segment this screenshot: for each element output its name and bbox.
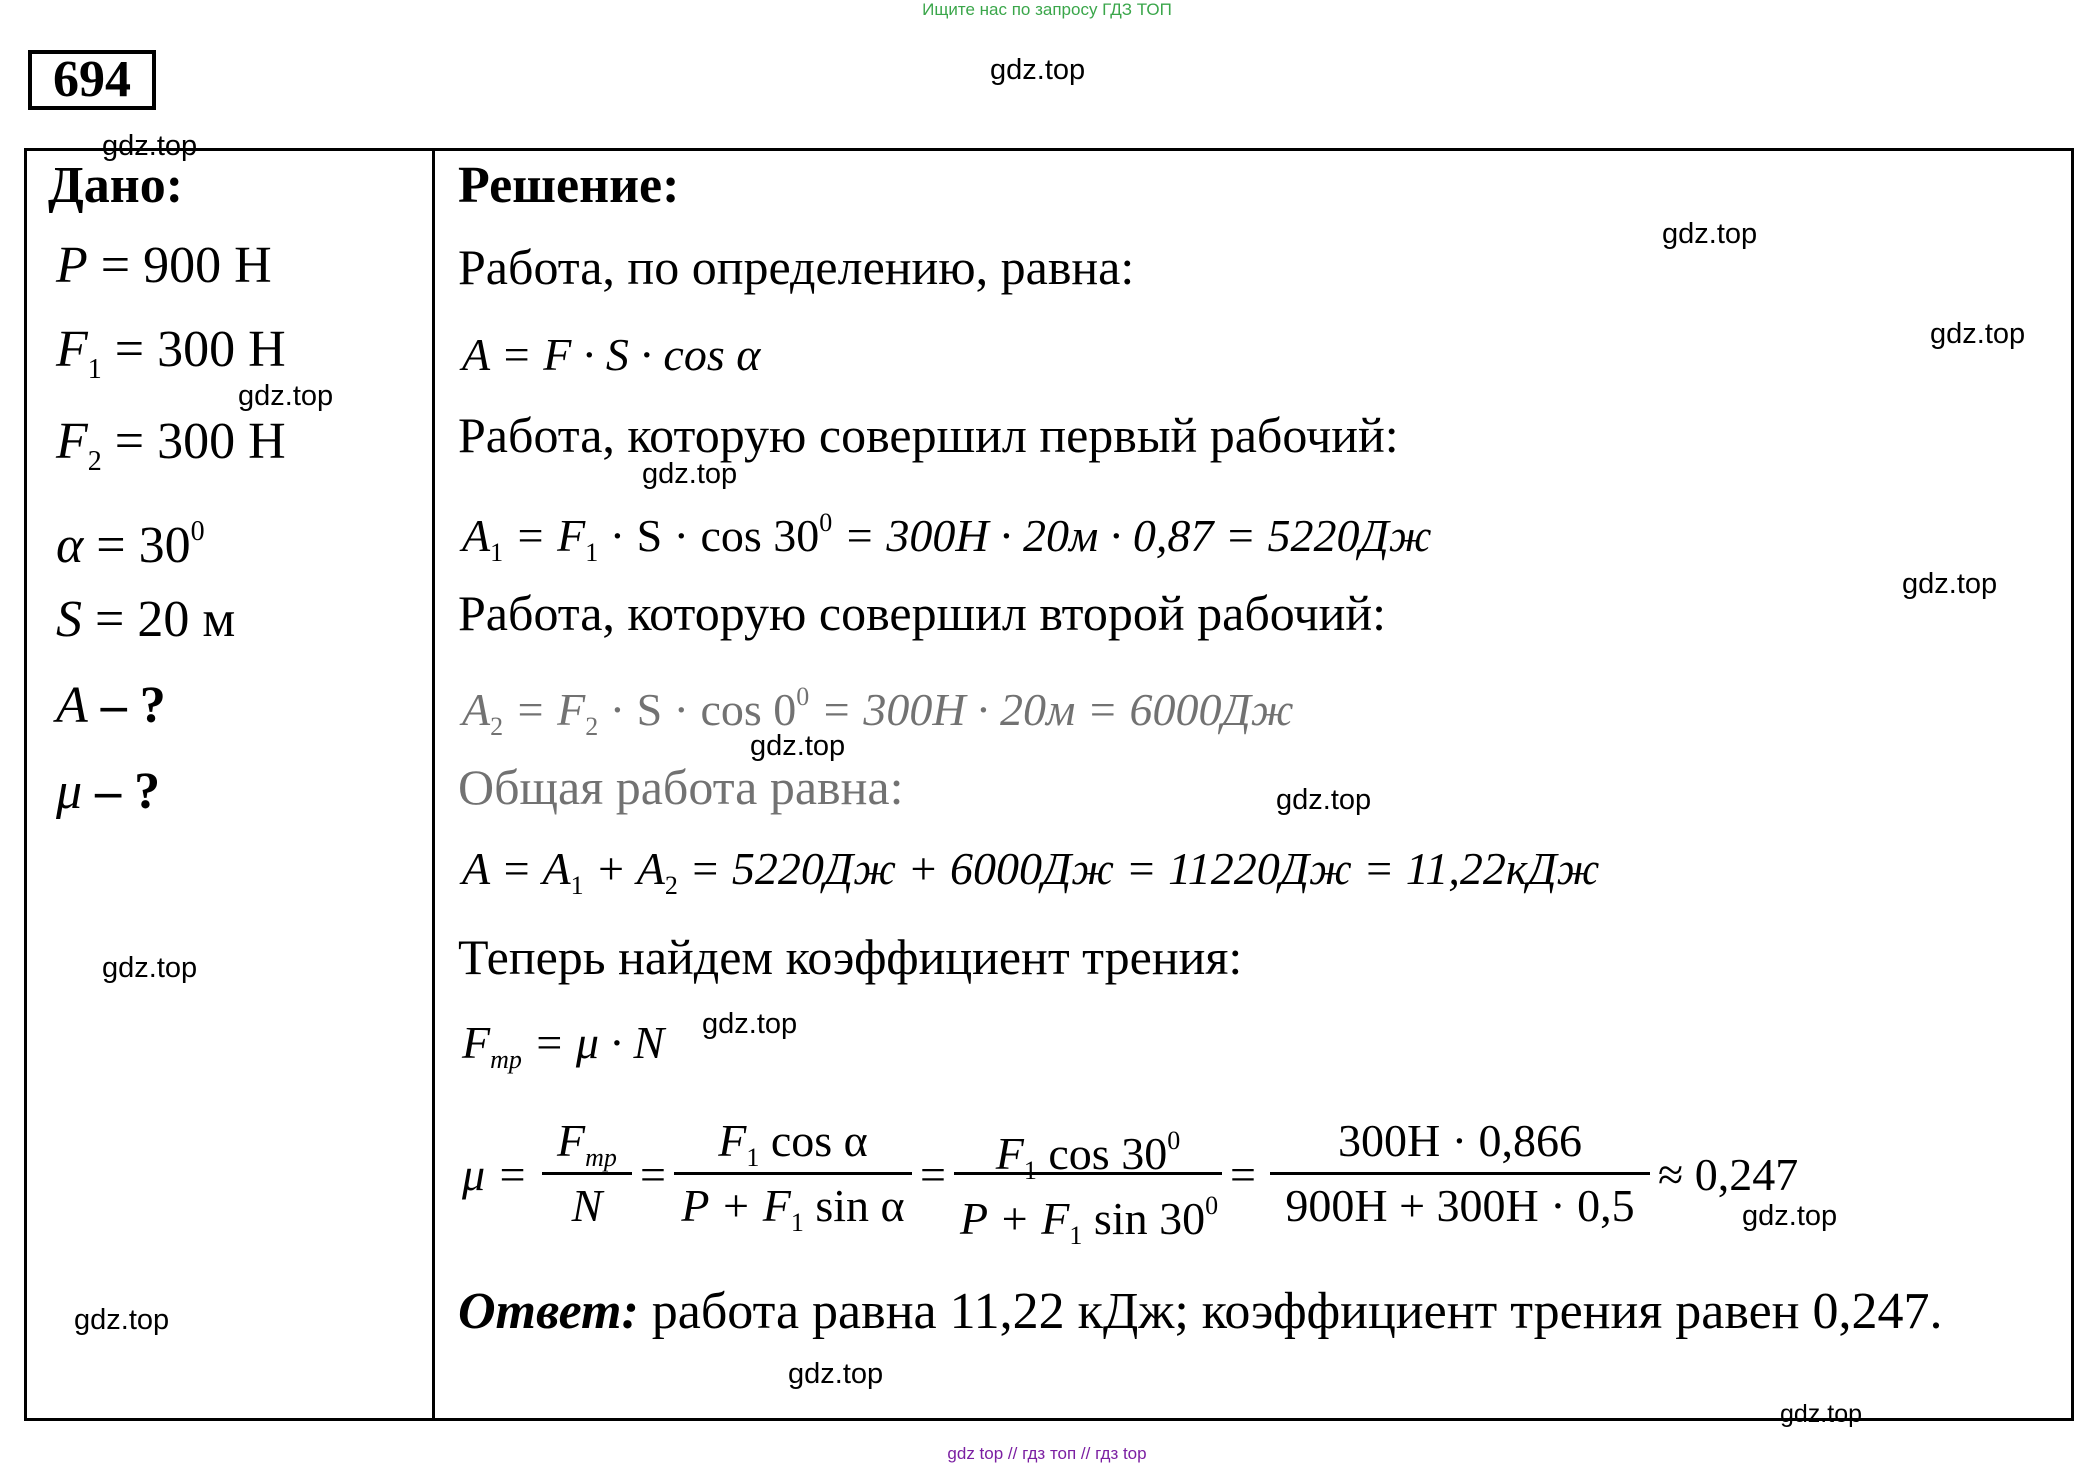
solution-text-3: Работа, которую совершил второй рабочий: — [458, 585, 1387, 641]
watermark: gdz.top — [1930, 318, 2026, 350]
given-alpha — [56, 502, 205, 576]
part: A — [462, 510, 491, 561]
given-S — [56, 590, 235, 650]
approx-result: ≈ 0,247 — [1658, 1149, 1799, 1200]
symbol: F — [56, 321, 88, 378]
subscript: 2 — [490, 712, 504, 741]
part: · S · cos 30 — [598, 510, 820, 561]
superscript: 0 — [190, 516, 205, 547]
value: = 900 Н — [100, 237, 272, 294]
watermark: gdz.top — [1902, 568, 1998, 600]
watermark: gdz.top — [1662, 218, 1758, 250]
given-mu-unknown — [56, 762, 160, 822]
subscript: 1 — [570, 871, 584, 900]
watermark: gdz.top — [1276, 784, 1372, 816]
answer-text: работа равна 11,22 кДж; коэффициент трения равен 0,247. — [651, 1283, 1943, 1340]
symbol: α — [56, 517, 84, 574]
watermark: gdz.top — [642, 458, 738, 490]
footer: gdz top // гдз топ // гдз top — [947, 1444, 1147, 1463]
top-banner: Ищите нас по запросу ГДЗ ТОП — [922, 0, 1172, 19]
watermark: gdz.top — [1780, 1400, 1863, 1428]
fraction-2: $\frac{F_1 \cos \alpha}{P + F_1 \sin \alpha}$ — [674, 1110, 912, 1237]
symbol: F — [56, 413, 88, 470]
symbol: μ — [56, 763, 83, 820]
watermark: gdz.top — [238, 380, 334, 412]
formula-total-work — [462, 842, 1599, 913]
problem-number: 694 — [28, 50, 156, 110]
answer — [458, 1278, 2048, 1346]
fraction-1: $F_{тр}$ N — [542, 1110, 632, 1237]
solution-text-5: Теперь найдем коэффициент трения: — [458, 929, 1243, 985]
formula-work-first — [462, 496, 1432, 580]
equals-1: = — [640, 1149, 666, 1200]
formula-work-second — [462, 670, 1294, 754]
solution-text-2: Работа, которую совершил первый рабочий: — [458, 407, 1399, 463]
subscript: 2 — [87, 446, 102, 477]
watermark: gdz.top — [102, 130, 198, 162]
symbol: A — [56, 677, 88, 734]
part: A = A — [462, 843, 571, 894]
part: F — [462, 1017, 491, 1068]
value: = 20 м — [95, 591, 236, 648]
formula-work-definition — [462, 328, 760, 382]
part: + A — [583, 843, 665, 894]
subscript: 2 — [585, 712, 599, 741]
fraction-4: $\frac{300H \cdot 0,866}{900H + 300H \cdot 0,5}$ — [1270, 1110, 1650, 1237]
watermark: gdz.top — [788, 1358, 884, 1390]
given-A-unknown — [56, 676, 166, 736]
part: = 300H · 20м · 0,87 = 5220Дж — [832, 510, 1432, 561]
solution-text-4: Общая работа равна: — [458, 759, 904, 815]
given-P — [56, 236, 272, 296]
solution-text-1: Работа, по определению, равна: — [458, 239, 1135, 295]
part: A — [462, 684, 491, 735]
symbol: S — [56, 591, 82, 648]
value: = 300 Н — [114, 321, 286, 378]
formula-text: A = F · S · cos α — [462, 329, 761, 380]
subscript: 1 — [87, 354, 102, 385]
watermark: gdz.top — [750, 730, 846, 762]
watermark: gdz.top — [74, 1304, 170, 1336]
value: – ? — [100, 677, 166, 734]
formula-friction-coefficient — [462, 1110, 1862, 1250]
subscript: 1 — [490, 538, 504, 567]
value: – ? — [95, 763, 161, 820]
watermark: gdz.top — [990, 54, 1086, 86]
part: = F — [503, 510, 586, 561]
column-divider — [432, 148, 435, 1421]
part: = F — [503, 684, 586, 735]
watermark: gdz.top — [102, 952, 198, 984]
value: = 300 Н — [114, 413, 286, 470]
value: = 30 — [96, 517, 191, 574]
subscript: 1 — [585, 538, 599, 567]
watermark: gdz.top — [1742, 1200, 1838, 1232]
part: = 5220Дж + 6000Дж = 11220Дж = 11,22кДж — [677, 843, 1600, 894]
equals-2: = — [920, 1149, 946, 1200]
solution-title: Решение: — [458, 157, 680, 214]
superscript: 0 — [819, 508, 833, 537]
part: · S · cos 0 — [598, 684, 797, 735]
subscript: тр — [490, 1045, 522, 1074]
part: = 300H · 20м = 6000Дж — [809, 684, 1294, 735]
given-title: Дано: — [48, 157, 184, 214]
given-F2 — [56, 412, 286, 492]
equals-3: = — [1230, 1149, 1256, 1200]
formula-friction-force — [462, 1016, 664, 1087]
fraction-3: $\frac{F_1 \cos 30^0}{P + F_1 \sin 30^0}$ — [954, 1110, 1222, 1237]
mu-lhs: μ = — [462, 1149, 528, 1200]
subscript: 2 — [664, 871, 678, 900]
answer-label: Ответ: — [458, 1283, 639, 1340]
symbol: P — [56, 237, 88, 294]
part: = μ · N — [521, 1017, 665, 1068]
watermark: gdz.top — [702, 1008, 798, 1040]
superscript: 0 — [796, 682, 810, 711]
